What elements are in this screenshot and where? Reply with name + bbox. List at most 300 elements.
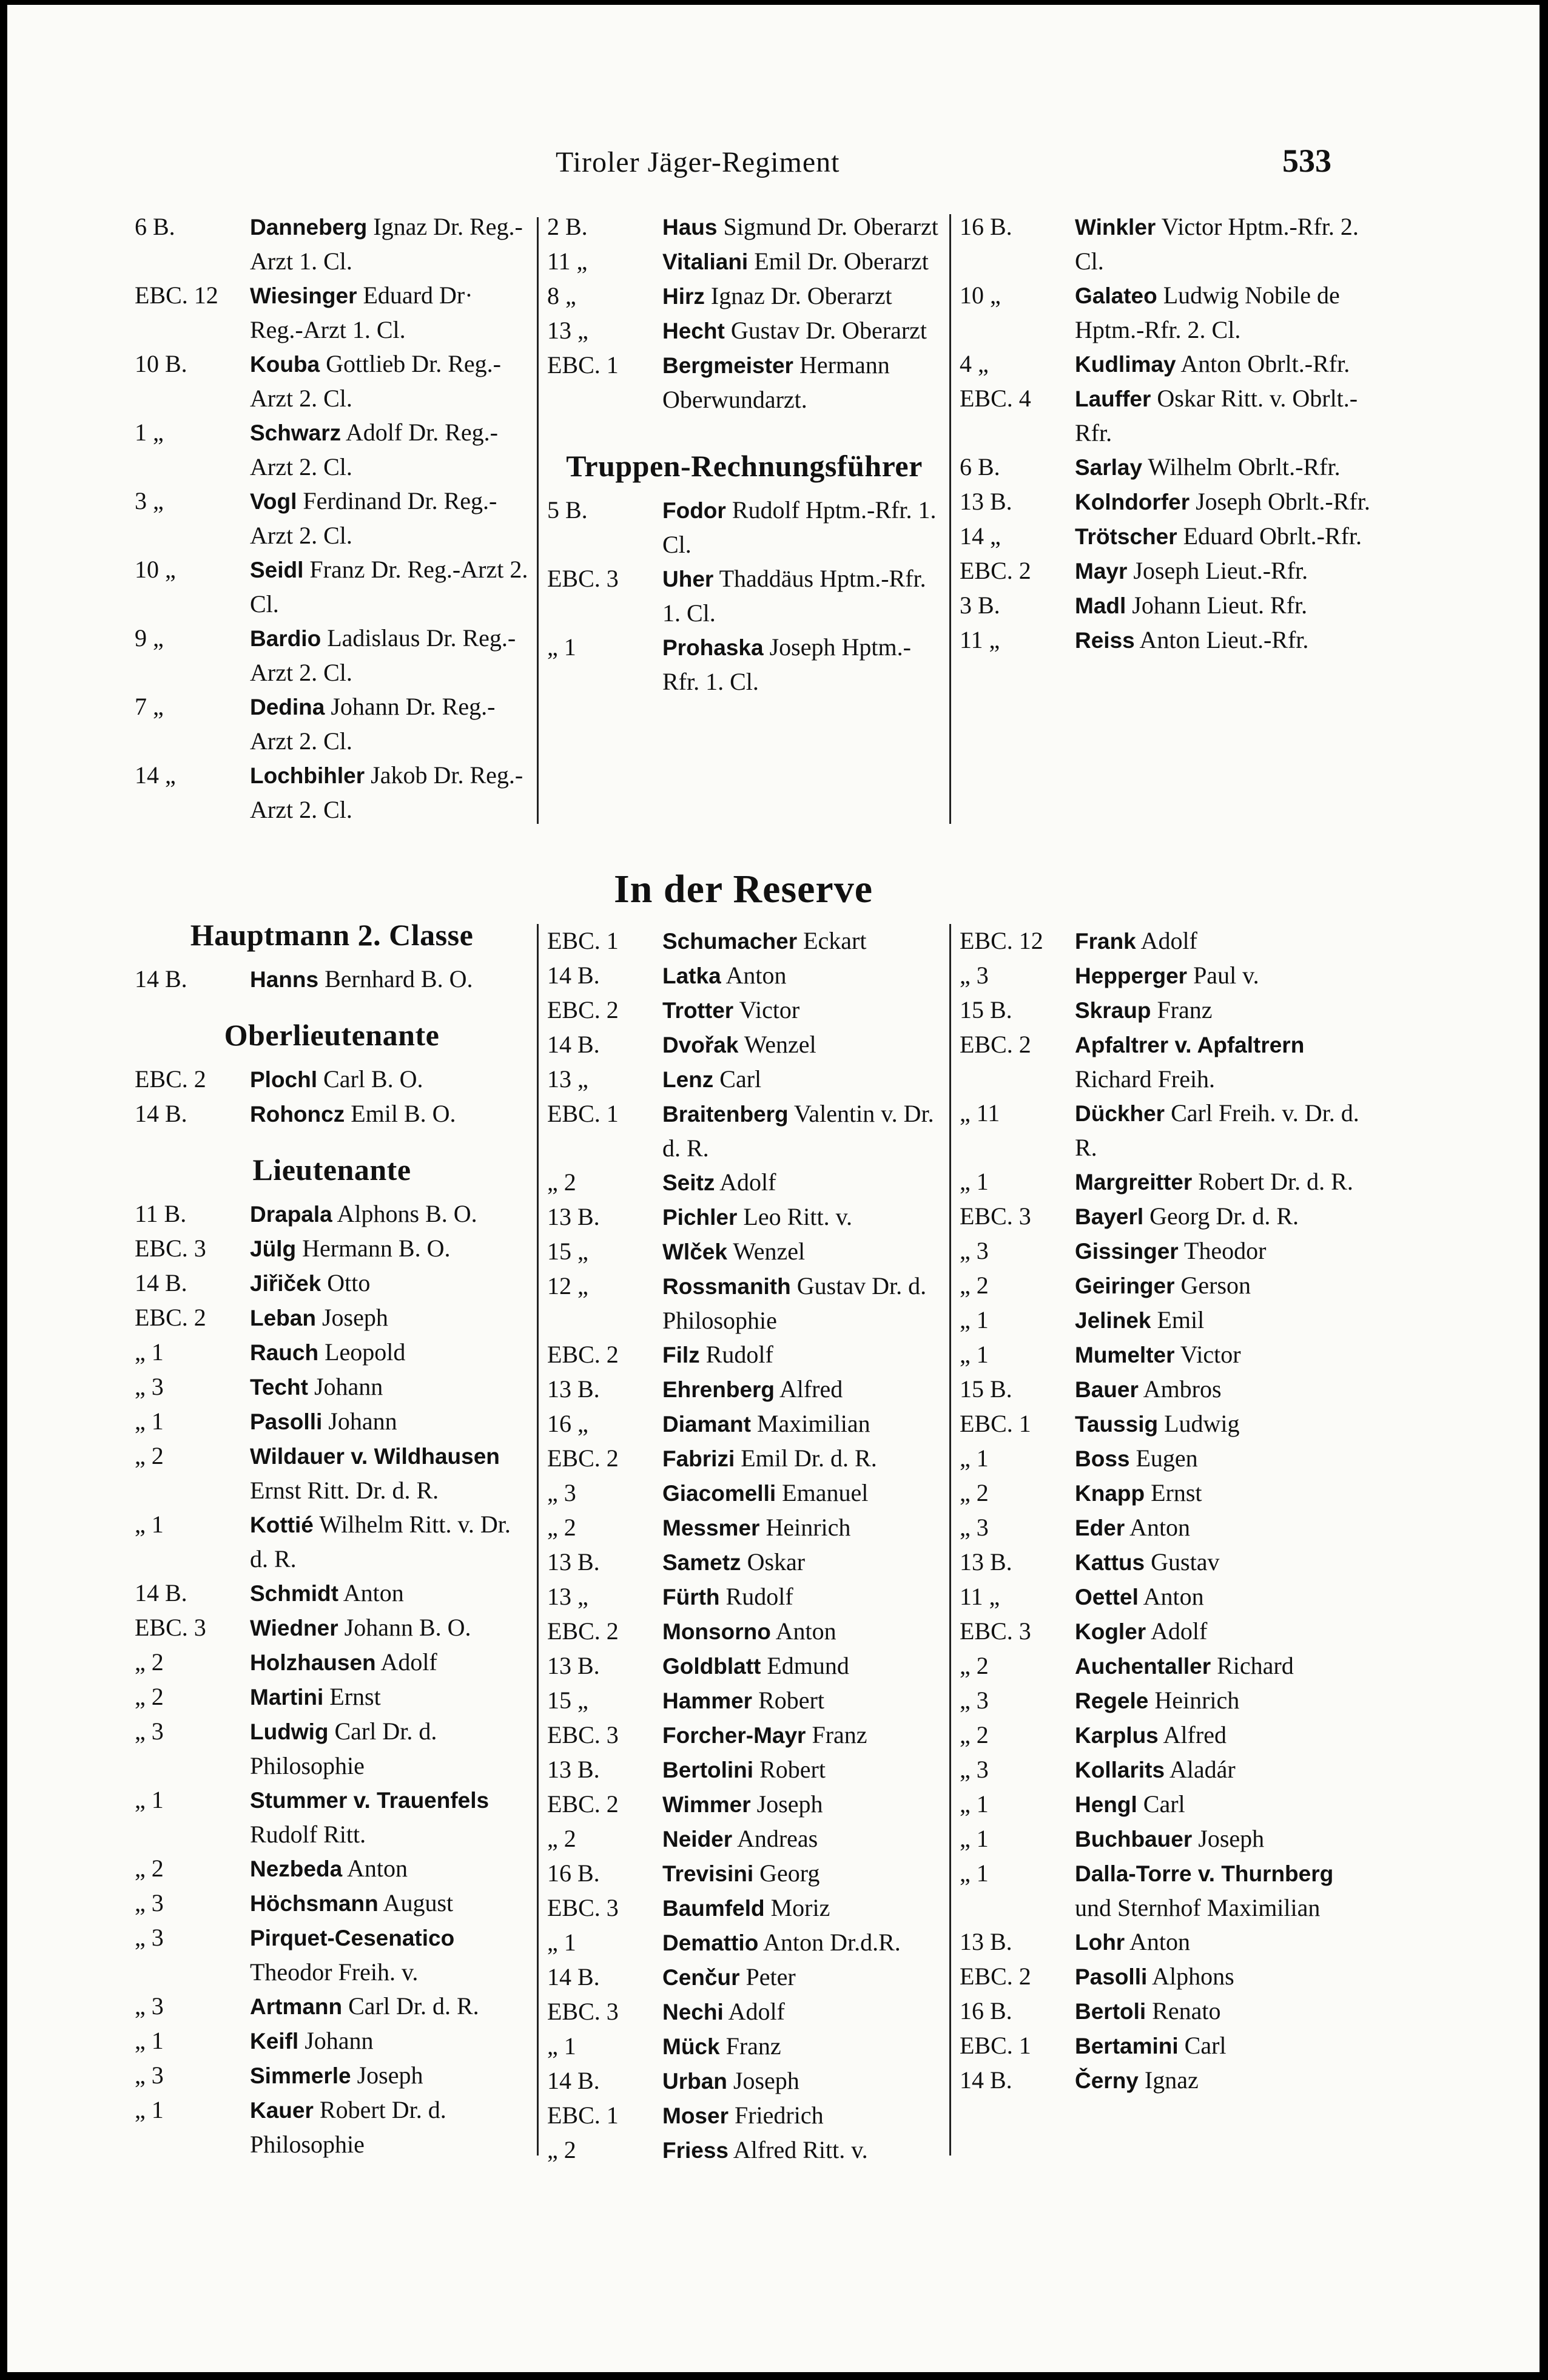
entry-details: Anton [770, 1617, 836, 1645]
entry-details: Aladár [1165, 1756, 1236, 1783]
list-item [547, 314, 941, 348]
entry-details: Anton Dr.d.R. [758, 1929, 901, 1956]
entry-code: „ 2 [135, 1683, 164, 1710]
entry-code: EBC. 2 [135, 1065, 206, 1093]
document-page [7, 5, 1540, 2372]
entry-details: Anton Lieut.-Rfr. [1134, 626, 1309, 653]
entry-surname: Rossmanith [662, 1274, 791, 1299]
entry-surname: Ehrenberg [662, 1377, 775, 1402]
entry-text [1075, 1580, 1372, 1614]
entry-details: Hermann Oberwundarzt. [662, 351, 890, 413]
entry-text [1075, 623, 1372, 658]
entry-code: 10 B. [135, 350, 187, 377]
list-item [547, 210, 941, 244]
entry-surname: Braitenberg [662, 1102, 789, 1127]
entry-text [662, 348, 941, 417]
entry-code: „ 2 [135, 1855, 164, 1882]
entry-text [1075, 1234, 1372, 1269]
entry-text [1075, 1822, 1372, 1856]
list-item [135, 1852, 529, 1886]
entry-surname: Bertamini [1075, 2034, 1179, 2058]
entry-surname: Kudlimay [1075, 352, 1176, 377]
entry-surname: Uher [662, 567, 714, 592]
entry-text [250, 484, 529, 553]
entry-text [250, 1266, 529, 1301]
entry-surname: Mumelter [1075, 1343, 1175, 1367]
entry-surname: Buchbauer [1075, 1827, 1193, 1852]
entry-details: Carl Dr. d. R. [342, 1992, 479, 2020]
entry-code: „ 1 [135, 1407, 164, 1435]
entry-code: „ 2 [547, 2136, 576, 2163]
entry-details: Leopold [318, 1338, 406, 1366]
entry-text [1075, 1753, 1372, 1787]
list-item [960, 278, 1372, 347]
entry-text [250, 758, 529, 827]
entry-code: EBC. 1 [960, 1410, 1031, 1437]
entry-surname: Dückher [1075, 1101, 1165, 1126]
list-item [135, 1989, 529, 2024]
reserve-title: In der Reserve [614, 867, 873, 911]
list-item [960, 1096, 1372, 1165]
entry-surname: Baumfeld [662, 1896, 765, 1921]
entry-surname: Madl [1075, 593, 1126, 618]
entry-text [1075, 2029, 1372, 2063]
entry-code: 8 „ [547, 282, 576, 309]
entry-text [250, 1611, 529, 1645]
entry-text [250, 2093, 529, 2162]
entry-text [662, 1960, 941, 1995]
list-item [135, 553, 529, 621]
list-item [547, 1476, 941, 1511]
entry-surname: Dvořak [662, 1033, 739, 1057]
list-item [547, 1787, 941, 1822]
lieutenante-list [135, 1197, 529, 2162]
entry-details: Victor [733, 996, 800, 1023]
entry-text [250, 690, 529, 758]
entry-code: EBC. 2 [960, 557, 1031, 584]
entry-surname: Bertolini [662, 1758, 754, 1782]
entry-text [1075, 993, 1372, 1028]
entry-details: Rudolf [719, 1583, 793, 1610]
entry-text [1075, 450, 1372, 485]
entry-details: Gustav [1145, 1548, 1220, 1576]
entry-text [1075, 1303, 1372, 1338]
entry-details: Otto [321, 1269, 371, 1296]
entry-details: Alphons [1147, 1963, 1234, 1990]
list-item [960, 1476, 1372, 1511]
list-item [135, 2093, 529, 2162]
entry-details: Franz Dr. Reg.-Arzt 2. Cl. [250, 556, 528, 618]
entry-code: 11 „ [547, 248, 588, 275]
entry-code: „ 3 [135, 2061, 164, 2089]
list-item [135, 1886, 529, 1921]
list-item [547, 1960, 941, 1995]
entry-details: Emil Dr. Oberarzt [748, 248, 929, 275]
entry-code: 13 „ [547, 1583, 588, 1610]
entry-code: 13 B. [547, 1548, 600, 1576]
entry-details: Andreas [732, 1825, 818, 1852]
list-item [547, 244, 941, 279]
list-item [960, 1580, 1372, 1614]
entry-surname: Urban [662, 2069, 727, 2094]
entry-surname: Wiedner [250, 1616, 338, 1640]
entry-surname: Latka [662, 963, 721, 988]
entry-surname: Friess [662, 2138, 729, 2163]
entry-text [662, 1995, 941, 2029]
entry-code: „ 11 [960, 1099, 1000, 1127]
entry-text [662, 1407, 941, 1441]
entry-details: Eduard Dr· Reg.-Arzt 1. Cl. [250, 281, 473, 343]
entry-code: „ 1 [960, 1790, 989, 1818]
list-item [960, 623, 1372, 658]
entry-text [1075, 1096, 1372, 1165]
list-item [135, 1301, 529, 1335]
entry-code: 14 B. [547, 1963, 600, 1991]
entry-text [1075, 1165, 1372, 1199]
entry-code: 11 „ [960, 1583, 1000, 1610]
entry-details: Carl [1137, 1790, 1185, 1818]
reserve-column-1 [135, 915, 529, 2162]
entry-code: 15 B. [960, 1375, 1012, 1403]
entry-code: 6 B. [960, 453, 1000, 480]
entry-text [662, 1165, 941, 1200]
list-item [135, 1611, 529, 1645]
entry-code: 13 B. [960, 1548, 1012, 1576]
entry-details: Franz [719, 2032, 781, 2060]
entry-details: Ignaz [1138, 2066, 1199, 2094]
entry-text [662, 314, 941, 348]
page-header [7, 143, 1540, 194]
entry-text [250, 1886, 529, 1921]
entry-code: 15 B. [960, 996, 1012, 1023]
entry-code: „ 1 [960, 1168, 989, 1195]
entry-surname: Schumacher [662, 929, 798, 954]
entry-surname: Lenz [662, 1067, 714, 1092]
entry-surname: Knapp [1075, 1481, 1145, 1506]
entry-text [662, 279, 941, 314]
entry-details: Robert [753, 1756, 826, 1783]
list-item [547, 279, 941, 314]
list-item [960, 1545, 1372, 1580]
entry-code: EBC. 2 [547, 1445, 619, 1472]
list-item [960, 1994, 1372, 2029]
oberlieutenante-list [135, 1062, 529, 1131]
entry-code: „ 3 [960, 1756, 989, 1783]
entry-surname: Wlček [662, 1239, 727, 1264]
entry-code: „ 2 [547, 1825, 576, 1852]
list-item [547, 1753, 941, 1787]
entry-code: 13 „ [547, 317, 588, 344]
entry-surname: Trötscher [1075, 524, 1177, 549]
entry-text [662, 1891, 941, 1926]
entry-details: Richard [1211, 1652, 1294, 1679]
entry-surname: Kattus [1075, 1550, 1145, 1575]
list-item [135, 1508, 529, 1576]
entry-surname: Geiringer [1075, 1273, 1175, 1298]
entry-surname: Cenčur [662, 1965, 740, 1990]
entry-surname: Mück [662, 2034, 720, 2059]
entry-text [1075, 382, 1372, 450]
list-item [960, 1407, 1372, 1441]
list-item [135, 1266, 529, 1301]
entry-surname: Apfaltrer v. Apfaltrern [1075, 1033, 1305, 1057]
list-item [135, 1097, 529, 1131]
entry-details: Wilhelm Obrlt.-Rfr. [1142, 453, 1341, 480]
entry-text [662, 1787, 941, 1822]
entry-text [1075, 1856, 1372, 1925]
list-item [135, 758, 529, 827]
entry-code: „ 1 [135, 1786, 164, 1813]
entry-text [662, 493, 941, 562]
entry-details: Ladislaus Dr. Reg.-Arzt 2. Cl. [250, 624, 516, 686]
entry-text [250, 1439, 529, 1508]
entry-surname: Reiss [1075, 628, 1135, 653]
entry-code: 10 „ [960, 281, 1001, 309]
list-item [135, 1197, 529, 1232]
list-item [547, 959, 941, 993]
entry-details: Joseph Hptm.-Rfr. 1. Cl. [662, 633, 911, 695]
list-item [547, 1028, 941, 1062]
entry-surname: Rohoncz [250, 1102, 345, 1127]
list-item [547, 1580, 941, 1614]
entry-code: „ 1 [135, 2027, 164, 2054]
entry-surname: Mayr [1075, 559, 1128, 584]
entry-surname: Hengl [1075, 1792, 1137, 1817]
list-item [960, 450, 1372, 485]
entry-code: „ 1 [960, 1825, 989, 1852]
entry-surname: Regele [1075, 1688, 1149, 1713]
entry-text [250, 962, 529, 997]
entry-text [1075, 1649, 1372, 1684]
entry-text [662, 1511, 941, 1545]
entry-details: Adolf Dr. Reg.-Arzt 2. Cl. [250, 419, 498, 480]
list-item [547, 348, 941, 417]
entry-details: Jakob Dr. Reg.-Arzt 2. Cl. [250, 761, 523, 823]
entry-code: 14 B. [135, 1579, 187, 1606]
list-item [960, 1303, 1372, 1338]
entry-surname: Pichler [662, 1205, 738, 1230]
entry-code: 13 B. [960, 1928, 1012, 1955]
entry-code: 13 B. [547, 1756, 600, 1783]
entry-text [250, 1335, 529, 1370]
entry-details: Adolf [375, 1648, 437, 1676]
entry-surname: Schmidt [250, 1581, 338, 1606]
entry-text [662, 1441, 941, 1476]
entry-details: Alfred [1158, 1721, 1227, 1748]
entry-details: Carl B. O. [317, 1065, 423, 1093]
entry-text [1075, 347, 1372, 382]
entry-details: Anton [342, 1855, 408, 1882]
entry-text [662, 1235, 941, 1269]
entry-code: 4 „ [960, 350, 989, 377]
list-item [960, 1856, 1372, 1925]
entry-text [662, 1856, 941, 1891]
entry-code: EBC. 1 [960, 2032, 1031, 2059]
list-item [960, 959, 1372, 993]
list-item [547, 1441, 941, 1476]
entry-text [662, 2133, 941, 2168]
entry-code: EBC. 3 [135, 1235, 206, 1262]
list-item [135, 2024, 529, 2058]
entry-details: Adolf [723, 1998, 785, 2025]
entry-code: 13 B. [960, 488, 1012, 515]
entry-code: „ 1 [547, 633, 576, 661]
list-item [960, 1199, 1372, 1234]
list-item [960, 924, 1372, 959]
list-item [135, 1576, 529, 1611]
entry-code: 13 B. [547, 1203, 600, 1230]
entry-text [250, 553, 529, 621]
entry-details: Thaddäus Hptm.-Rfr. 1. Cl. [662, 565, 926, 627]
entry-details: Ernst Ritt. Dr. d. R. [250, 1477, 439, 1504]
list-item [135, 1370, 529, 1404]
entry-code: 7 „ [135, 693, 164, 720]
entry-text [662, 1372, 941, 1407]
list-item [547, 630, 941, 699]
entry-code: EBC. 3 [960, 1202, 1031, 1230]
entry-code: „ 2 [547, 1168, 576, 1196]
entry-text [1075, 1614, 1372, 1649]
entry-text [250, 1714, 529, 1783]
entry-text [250, 1989, 529, 2024]
entry-surname: Černy [1075, 2068, 1139, 2093]
entry-code: 15 „ [547, 1687, 588, 1714]
entry-code: 2 B. [547, 213, 588, 240]
entry-code: „ 3 [960, 1237, 989, 1264]
entry-code: 3 „ [135, 487, 164, 514]
entry-code: EBC. 3 [547, 565, 619, 592]
entry-text [1075, 1338, 1372, 1372]
entry-text [1075, 1199, 1372, 1234]
entry-surname: Goldblatt [662, 1654, 761, 1679]
entry-details: Ferdinand Dr. Reg.-Arzt 2. Cl. [250, 487, 497, 549]
entry-details: Joseph [1192, 1825, 1265, 1852]
entry-code: „ 2 [135, 1442, 164, 1469]
entry-surname: Pasolli [1075, 1964, 1148, 1989]
entry-surname: Gissinger [1075, 1239, 1179, 1264]
list-item [135, 1439, 529, 1508]
entry-surname: Kollarits [1075, 1758, 1165, 1782]
entry-details: Ignaz Dr. Reg.-Arzt 1. Cl. [250, 213, 523, 275]
entry-surname: Karplus [1075, 1723, 1159, 1748]
entry-details: Richard Freih. [1075, 1065, 1216, 1093]
entry-details: Heinrich [759, 1514, 851, 1541]
list-item [547, 1891, 941, 1926]
entry-surname: Margreitter [1075, 1170, 1193, 1195]
entry-details: Joseph Lieut.-Rfr. [1127, 557, 1308, 584]
top-column-2 [547, 210, 941, 699]
entry-details: Anton Obrlt.-Rfr. [1176, 350, 1350, 377]
entry-surname: Messmer [662, 1515, 760, 1540]
entry-code: „ 2 [135, 1648, 164, 1676]
entry-details: Anton [1125, 1514, 1191, 1541]
entry-details: Moriz [764, 1894, 830, 1921]
entry-text [250, 347, 529, 416]
entry-details: Paul v. [1187, 962, 1259, 989]
entry-details: Johann [322, 1407, 397, 1435]
entry-surname: Boss [1075, 1446, 1130, 1471]
entry-text [1075, 1407, 1372, 1441]
entry-code: 10 „ [135, 556, 176, 583]
entry-surname: Schwarz [250, 420, 342, 445]
list-item [960, 1822, 1372, 1856]
entry-details: Ernst [1145, 1479, 1202, 1506]
list-item [135, 1714, 529, 1783]
list-item [547, 1372, 941, 1407]
list-item [135, 1645, 529, 1680]
entry-code: EBC. 3 [547, 1998, 619, 2025]
list-item [960, 1441, 1372, 1476]
entry-surname: Bertoli [1075, 1999, 1146, 2024]
entry-details: Johann Lieut. Rfr. [1126, 592, 1308, 619]
entry-text [662, 2029, 941, 2064]
list-item [960, 519, 1372, 554]
list-item [960, 1338, 1372, 1372]
entry-surname: Jiřiček [250, 1271, 321, 1296]
entry-text [1075, 1441, 1372, 1476]
list-item [547, 1097, 941, 1165]
entry-details: Joseph Obrlt.-Rfr. [1190, 488, 1370, 515]
entry-details: Theodor Freih. v. [250, 1958, 419, 1986]
entry-details: Joseph [750, 1790, 823, 1818]
entry-surname: Filz [662, 1343, 700, 1367]
entry-code: EBC. 3 [547, 1894, 619, 1921]
entry-surname: Nezbeda [250, 1856, 343, 1881]
entry-surname: Prohaska [662, 635, 764, 660]
entry-text [1075, 1269, 1372, 1303]
entry-code: EBC. 1 [547, 927, 619, 954]
entry-text [1075, 1787, 1372, 1822]
entry-text [662, 924, 941, 959]
entry-surname: Neider [662, 1827, 733, 1852]
entry-surname: Dedina [250, 695, 325, 720]
entry-text [1075, 1684, 1372, 1718]
entry-code: „ 3 [135, 1373, 164, 1400]
entry-code: 13 „ [547, 1065, 588, 1093]
entry-text [1075, 588, 1372, 623]
list-item [135, 1062, 529, 1097]
entry-text [662, 562, 941, 630]
list-item [547, 1062, 941, 1097]
entry-text [250, 1783, 529, 1852]
entry-details: Gustav Dr. Oberarzt [724, 317, 927, 344]
list-item [135, 962, 529, 997]
entry-text [1075, 519, 1372, 554]
entry-text [662, 244, 941, 279]
entry-surname: Fabrizi [662, 1446, 735, 1471]
entry-text [250, 210, 529, 278]
list-item [960, 1787, 1372, 1822]
rechnungsfuehrer-list [547, 493, 941, 699]
entry-surname: Hanns [250, 967, 319, 992]
entry-details: Franz [1151, 996, 1213, 1023]
entry-code: 6 B. [135, 213, 175, 240]
list-item [547, 2133, 941, 2168]
entry-text [1075, 1028, 1372, 1096]
reserve-column-2 [547, 924, 941, 2168]
entry-text [662, 1926, 941, 1960]
entry-surname: Skraup [1075, 998, 1151, 1023]
list-item [960, 1234, 1372, 1269]
entry-text [250, 1680, 529, 1714]
entry-surname: Eder [1075, 1515, 1125, 1540]
entry-code: 14 B. [135, 1100, 187, 1127]
entry-code: 15 „ [547, 1238, 588, 1265]
entry-surname: Moser [662, 2103, 729, 2128]
entry-code: „ 1 [960, 1341, 989, 1368]
list-item [960, 382, 1372, 450]
entry-code: „ 1 [960, 1306, 989, 1333]
